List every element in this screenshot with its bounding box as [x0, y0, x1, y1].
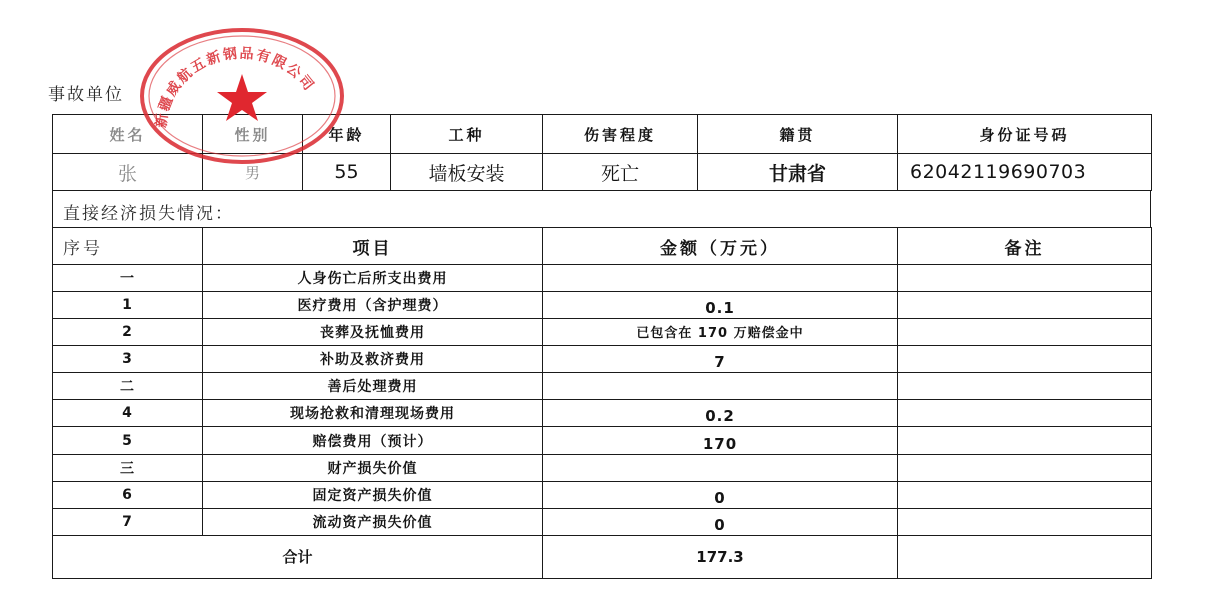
row-item: 流动资产损失价值 — [203, 508, 543, 535]
row-seq: 4 — [53, 400, 203, 427]
row-seq: 1 — [53, 292, 203, 319]
row-seq: 3 — [53, 346, 203, 373]
direct-loss-title: 直接经济损失情况： — [63, 204, 234, 224]
table-row — [53, 400, 1152, 427]
row-amount: 0 — [543, 481, 898, 508]
header-amount: 金额（万元） — [543, 228, 898, 265]
row-seq: 5 — [53, 427, 203, 454]
svg-text:新疆威航五新钢品有限公司: 新疆威航五新钢品有限公司 — [153, 45, 318, 129]
row-item: 补助及救济费用 — [203, 346, 543, 373]
loss-table — [52, 227, 1152, 579]
total-label: 合计 — [53, 535, 543, 578]
header-seq: 序号 — [53, 228, 203, 265]
header-age: 年龄 — [303, 115, 391, 154]
row-amount: 已包含在 170 万赔偿金中 — [543, 319, 898, 346]
row-seq: 7 — [53, 508, 203, 535]
row-remark — [898, 508, 1152, 535]
row-item: 丧葬及抚恤费用 — [203, 319, 543, 346]
total-amount: 177.3 — [543, 535, 898, 578]
row-seq: 一 — [53, 265, 203, 292]
row-remark — [898, 346, 1152, 373]
direct-loss-section — [52, 190, 1151, 227]
row-remark — [898, 373, 1152, 400]
row-remark — [898, 427, 1152, 454]
loss-header-row — [53, 228, 1152, 265]
row-remark — [898, 454, 1152, 481]
casualty-id-number: 62042119690703 — [898, 154, 1152, 191]
header-id-number: 身份证号码 — [898, 115, 1152, 154]
header-hometown: 籍贯 — [698, 115, 898, 154]
header-item: 项目 — [203, 228, 543, 265]
casualty-age: 55 — [303, 154, 391, 191]
accident-unit-label: 事故单位 — [48, 85, 124, 105]
row-remark — [898, 400, 1152, 427]
total-remark — [898, 535, 1152, 578]
row-remark — [898, 481, 1152, 508]
table-row — [53, 481, 1152, 508]
table-row — [53, 427, 1152, 454]
row-item: 善后处理费用 — [203, 373, 543, 400]
row-item: 财产损失价值 — [203, 454, 543, 481]
table-row — [53, 292, 1152, 319]
casualty-hometown: 甘肃省 — [698, 154, 898, 191]
row-amount: 7 — [543, 346, 898, 373]
table-row — [53, 454, 1152, 481]
casualty-name: 张 — [53, 154, 203, 191]
total-row — [53, 535, 1152, 578]
table-row — [53, 319, 1152, 346]
row-amount: 0.1 — [543, 292, 898, 319]
row-amount — [543, 373, 898, 400]
header-injury: 伤害程度 — [543, 115, 698, 154]
row-remark — [898, 292, 1152, 319]
row-amount — [543, 454, 898, 481]
header-job: 工种 — [391, 115, 543, 154]
row-remark — [898, 265, 1152, 292]
row-amount: 0 — [543, 508, 898, 535]
row-item: 医疗费用（含护理费） — [203, 292, 543, 319]
casualty-injury: 死亡 — [543, 154, 698, 191]
casualty-header-row — [53, 115, 1152, 154]
header-gender: 性别 — [203, 115, 303, 154]
row-item: 固定资产损失价值 — [203, 481, 543, 508]
casualty-gender: 男 — [203, 154, 303, 191]
row-remark — [898, 319, 1152, 346]
table-row — [53, 346, 1152, 373]
row-item: 人身伤亡后所支出费用 — [203, 265, 543, 292]
row-item: 赔偿费用（预计） — [203, 427, 543, 454]
header-name: 姓名 — [53, 115, 203, 154]
row-item: 现场抢救和清理现场费用 — [203, 400, 543, 427]
row-amount: 170 — [543, 427, 898, 454]
casualty-job: 墙板安装 — [391, 154, 543, 191]
row-seq: 2 — [53, 319, 203, 346]
row-seq: 三 — [53, 454, 203, 481]
casualty-table — [52, 114, 1152, 191]
row-amount: 0.2 — [543, 400, 898, 427]
row-amount — [543, 265, 898, 292]
table-row — [53, 265, 1152, 292]
row-seq: 二 — [53, 373, 203, 400]
row-seq: 6 — [53, 481, 203, 508]
table-row — [53, 373, 1152, 400]
casualty-row — [53, 154, 1152, 191]
header-remark: 备注 — [898, 228, 1152, 265]
table-row — [53, 508, 1152, 535]
